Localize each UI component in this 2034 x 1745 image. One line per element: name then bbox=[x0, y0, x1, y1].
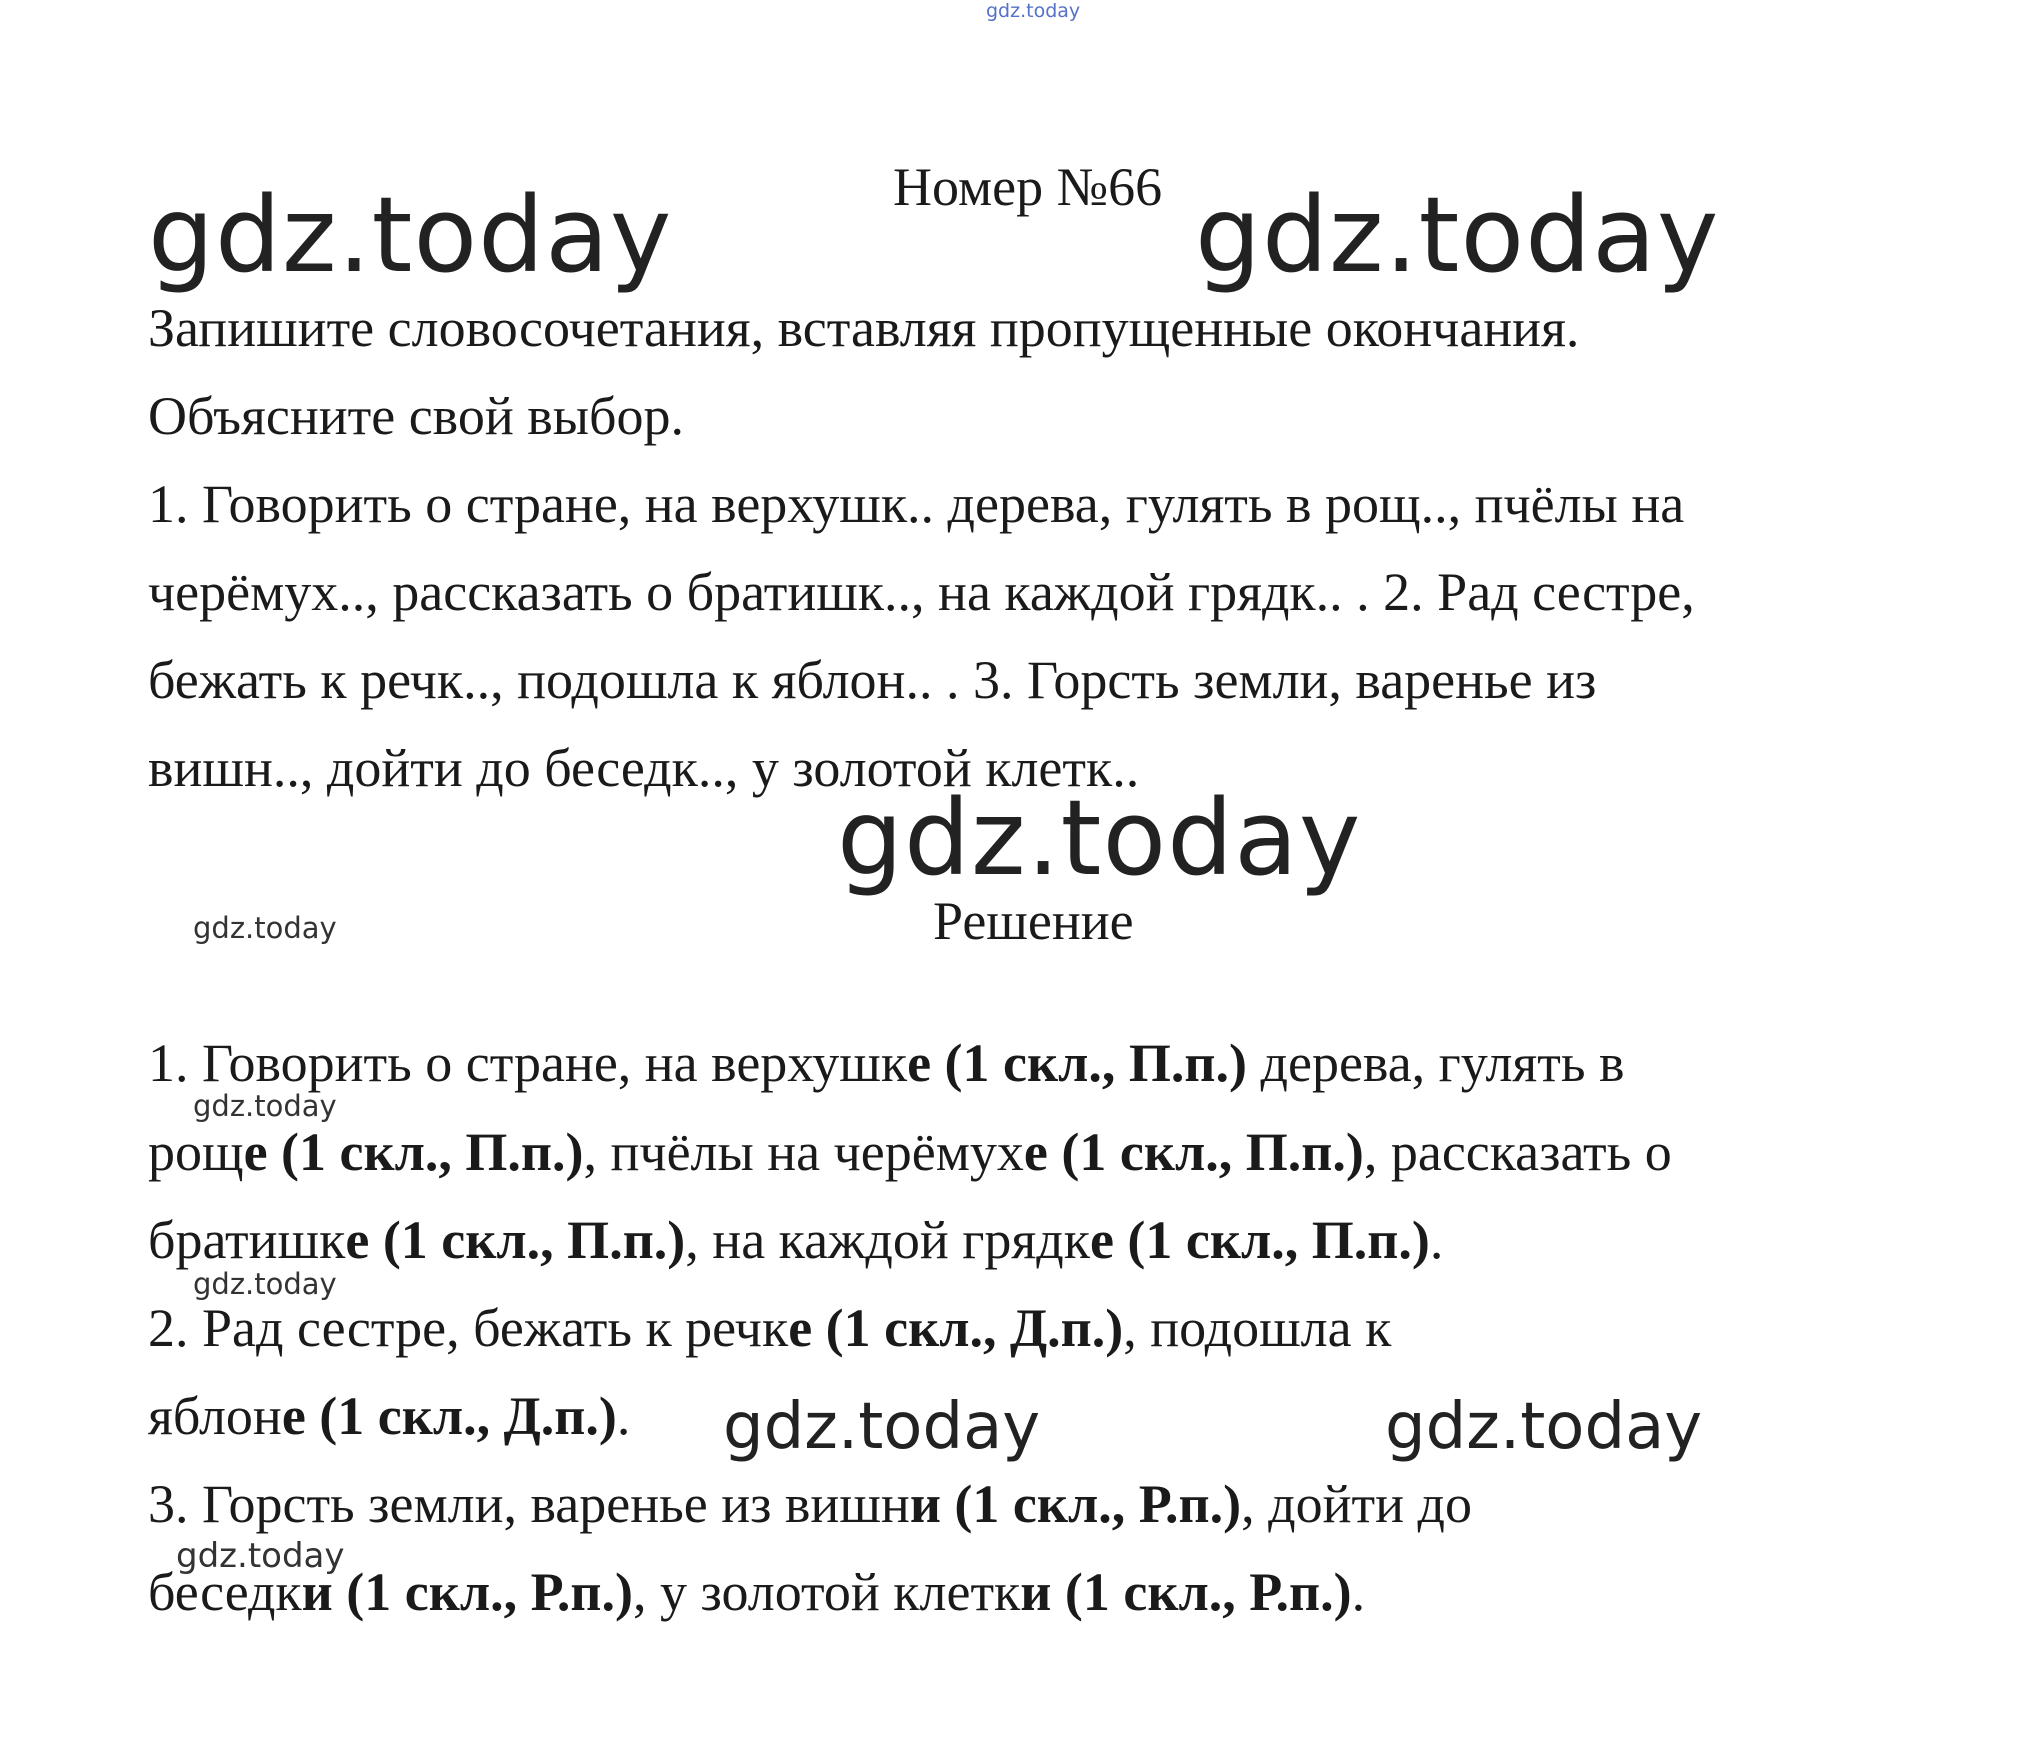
solution-text: , у золотой клетк bbox=[632, 1562, 1021, 1622]
solution-text: 2. Рад сестре, бежать к речк bbox=[148, 1298, 789, 1358]
task-line: вишн.., дойти до беседк.., у золотой клетк.. bbox=[148, 738, 1140, 798]
watermark-large-right: gdz.today bbox=[1195, 174, 1720, 296]
task-line: Объясните свой выбор. bbox=[148, 386, 684, 446]
solution-answer: е (1 скл., П.п.) bbox=[907, 1033, 1247, 1093]
solution-answer: и (1 скл., Р.п.) bbox=[1020, 1562, 1352, 1622]
watermark-mid-right: gdz.today bbox=[1385, 1390, 1703, 1464]
solution-text: , пчёлы на черёмух bbox=[583, 1122, 1024, 1182]
solution-text: , рассказать о bbox=[1363, 1122, 1672, 1182]
solution-line bbox=[148, 1117, 1672, 1187]
watermark-small-3: gdz.today bbox=[193, 1267, 337, 1301]
solution-text: братишк bbox=[148, 1210, 346, 1270]
solution-line bbox=[148, 1028, 1624, 1098]
solution-text: . bbox=[616, 1386, 631, 1446]
solution-text: 3. Горсть земли, варенье из вишн bbox=[148, 1474, 910, 1534]
task-line: черёмух.., рассказать о братишк.., на каждой грядк.. . 2. Рад сестре, bbox=[148, 562, 1695, 622]
watermark-mid-left: gdz.today bbox=[723, 1390, 1041, 1464]
watermark-large-center: gdz.today bbox=[837, 777, 1362, 899]
task-line: Запишите словосочетания, вставляя пропущенные окончания. bbox=[148, 298, 1580, 358]
solution-text: дерева, гулять в bbox=[1247, 1033, 1625, 1093]
solution-text: . bbox=[1429, 1210, 1444, 1270]
solution-text: , на каждой грядк bbox=[685, 1210, 1090, 1270]
solution-text: яблон bbox=[148, 1386, 282, 1446]
watermark-top: gdz.today bbox=[986, 0, 1081, 22]
page-title: Номер №66 bbox=[893, 157, 1163, 217]
task-line: 1. Говорить о стране, на верхушк.. дерева, гулять в рощ.., пчёлы на bbox=[148, 474, 1685, 534]
solution-answer: е (1 скл., П.п.) bbox=[1023, 1122, 1364, 1182]
solution-line bbox=[148, 1557, 1365, 1627]
solution-line bbox=[148, 1293, 1391, 1363]
solution-text: рощ bbox=[148, 1122, 244, 1182]
task-line: бежать к речк.., подошла к яблон.. . 3. Горсть земли, варенье из bbox=[148, 650, 1597, 710]
solution-text: , дойти до bbox=[1241, 1474, 1472, 1534]
watermark-large-left: gdz.today bbox=[148, 174, 673, 296]
solution-text: . bbox=[1351, 1562, 1366, 1622]
watermark-small-2: gdz.today bbox=[193, 1089, 337, 1123]
solution-answer: е (1 скл., П.п.) bbox=[243, 1122, 584, 1182]
solution-text: 1. Говорить о стране, на верхушк bbox=[148, 1033, 908, 1093]
solution-answer: е (1 скл., Д.п.) bbox=[281, 1386, 617, 1446]
solution-answer: и (1 скл., Р.п.) bbox=[301, 1562, 633, 1622]
solution-answer: е (1 скл., П.п.) bbox=[345, 1210, 686, 1270]
solution-answer: и (1 скл., Р.п.) bbox=[909, 1474, 1242, 1534]
solution-answer: е (1 скл., П.п.) bbox=[1089, 1210, 1430, 1270]
solution-line bbox=[148, 1205, 1443, 1275]
solution-heading: Решение bbox=[933, 891, 1134, 951]
watermark-small-1: gdz.today bbox=[193, 911, 337, 945]
solution-answer: е (1 скл., Д.п.) bbox=[788, 1298, 1124, 1358]
solution-line bbox=[148, 1469, 1472, 1539]
solution-line bbox=[148, 1381, 630, 1451]
solution-text: беседк bbox=[148, 1562, 302, 1622]
solution-text: , подошла к bbox=[1123, 1298, 1392, 1358]
watermark-small-4: gdz.today bbox=[176, 1536, 345, 1576]
